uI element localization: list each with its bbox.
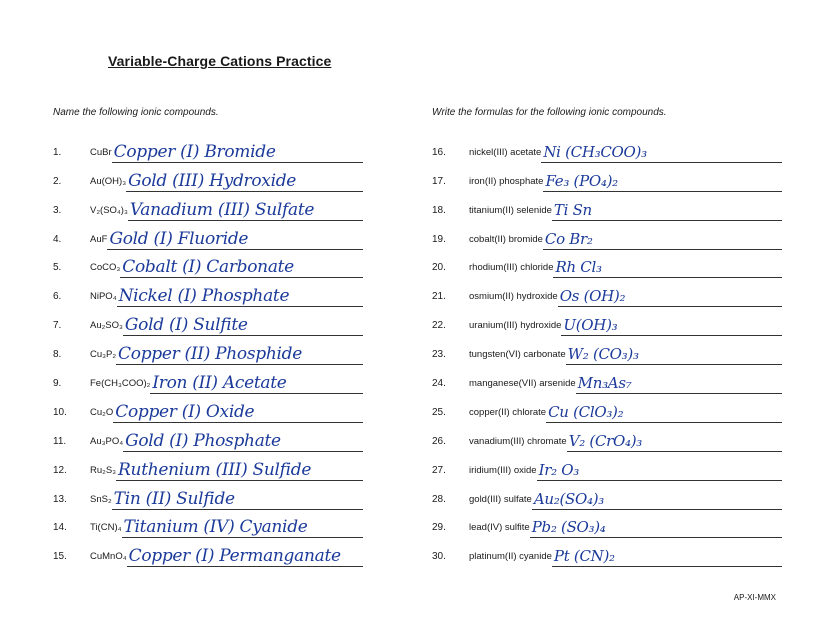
question-prompt: iridium(III) oxide xyxy=(469,464,537,476)
handwritten-answer: Pb₂ (SO₃)₄ xyxy=(531,518,606,537)
handwritten-answer: Gold (I) Fluoride xyxy=(109,228,249,249)
question-row xyxy=(53,365,363,394)
answer-line[interactable] xyxy=(126,167,363,192)
question-prompt: vanadium(III) chromate xyxy=(469,435,567,447)
handwritten-answer: Co Br₂ xyxy=(544,229,593,248)
answer-line[interactable] xyxy=(566,340,782,365)
answer-line[interactable] xyxy=(567,427,782,452)
handwritten-answer: U(OH)₃ xyxy=(563,316,618,335)
question-row xyxy=(432,481,782,510)
question-prompt: Fe(CH₃COO)₂ xyxy=(90,378,151,390)
question-number: 18. xyxy=(432,204,446,216)
question-number: 9. xyxy=(53,378,62,390)
handwritten-answer: Nickel (I) Phosphate xyxy=(118,286,290,307)
question-prompt: nickel(III) acetate xyxy=(469,146,542,158)
question-row xyxy=(432,163,782,192)
question-number: 7. xyxy=(53,320,62,332)
question-prompt: uranium(III) hydroxide xyxy=(469,320,562,332)
question-row xyxy=(432,192,782,221)
handwritten-answer: Au₂(SO₄)₃ xyxy=(533,489,604,508)
question-number: 23. xyxy=(432,349,446,361)
question-number: 15. xyxy=(53,551,67,563)
question-prompt: gold(III) sulfate xyxy=(469,493,532,505)
question-prompt: iron(II) phosphate xyxy=(469,175,544,187)
question-number: 20. xyxy=(432,262,446,274)
naming-question-list xyxy=(53,134,363,567)
question-prompt: platinum(II) cyanide xyxy=(469,551,552,563)
question-prompt: CoCO₃ xyxy=(90,262,121,274)
answer-line[interactable] xyxy=(113,398,363,423)
answer-line[interactable] xyxy=(558,282,782,307)
question-prompt: Au₃PO₄ xyxy=(90,435,124,447)
answer-line[interactable] xyxy=(553,253,782,278)
question-number: 26. xyxy=(432,435,446,447)
question-prompt: SnS₂ xyxy=(90,493,112,505)
question-prompt: Au(OH)₃ xyxy=(90,175,127,187)
answer-line[interactable] xyxy=(123,427,363,452)
question-number: 10. xyxy=(53,406,67,418)
handwritten-answer: Ir₂ O₃ xyxy=(538,460,579,479)
question-number: 1. xyxy=(53,146,62,158)
question-number: 5. xyxy=(53,262,62,274)
handwritten-answer: Vanadium (III) Sulfate xyxy=(129,199,315,220)
question-row xyxy=(432,538,782,567)
question-row xyxy=(432,510,782,539)
answer-line[interactable] xyxy=(543,225,782,250)
question-number: 13. xyxy=(53,493,67,505)
question-number: 28. xyxy=(432,493,446,505)
question-prompt: CuMnO₄ xyxy=(90,551,127,563)
question-prompt: Ru₂S₃ xyxy=(90,464,117,476)
answer-line[interactable] xyxy=(552,542,782,567)
answer-line[interactable] xyxy=(122,513,364,538)
worksheet-title: Variable-Charge Cations Practice xyxy=(108,53,332,69)
left-instructions: Name the following ionic compounds. xyxy=(53,107,219,118)
question-prompt: Cu₃P₂ xyxy=(90,349,117,361)
handwritten-answer: Pt (CN)₂ xyxy=(553,547,615,566)
answer-line[interactable] xyxy=(561,311,782,336)
question-row xyxy=(53,192,363,221)
question-number: 6. xyxy=(53,291,62,303)
answer-line[interactable] xyxy=(116,340,363,365)
question-row xyxy=(53,538,363,567)
question-row xyxy=(432,365,782,394)
answer-line[interactable] xyxy=(127,542,363,567)
answer-line[interactable] xyxy=(123,311,363,336)
question-number: 3. xyxy=(53,204,62,216)
question-row xyxy=(53,134,363,163)
question-prompt: V₂(SO₄)₃ xyxy=(90,204,128,216)
question-number: 19. xyxy=(432,233,446,245)
answer-line[interactable] xyxy=(530,513,782,538)
question-prompt: NiPO₄ xyxy=(90,291,117,303)
question-prompt: titanium(II) selenide xyxy=(469,204,552,216)
question-row xyxy=(432,423,782,452)
answer-line[interactable] xyxy=(546,398,782,423)
handwritten-answer: Titanium (IV) Cyanide xyxy=(123,517,308,538)
worksheet-code: AP-XI-MMX xyxy=(733,593,776,602)
answer-line[interactable] xyxy=(112,485,363,510)
handwritten-answer: Iron (II) Acetate xyxy=(152,373,287,394)
handwritten-answer: Ti Sn xyxy=(553,200,592,219)
question-number: 30. xyxy=(432,551,446,563)
question-number: 2. xyxy=(53,175,62,187)
question-prompt: CuBr xyxy=(90,146,112,158)
question-row xyxy=(432,336,782,365)
handwritten-answer: Copper (II) Phosphide xyxy=(118,344,303,365)
question-row xyxy=(432,452,782,481)
question-row xyxy=(53,278,363,307)
question-row xyxy=(432,250,782,279)
answer-line[interactable] xyxy=(112,138,363,163)
handwritten-answer: Rh Cl₃ xyxy=(555,258,602,277)
handwritten-answer: Gold (III) Hydroxide xyxy=(128,170,297,191)
handwritten-answer: V₂ (CrO₄)₃ xyxy=(568,431,642,450)
handwritten-answer: Gold (I) Phosphate xyxy=(125,430,281,451)
question-prompt: Ti(CN)₄ xyxy=(90,522,122,534)
question-row xyxy=(53,481,363,510)
question-prompt: tungsten(VI) carbonate xyxy=(469,349,566,361)
answer-line[interactable] xyxy=(107,225,363,250)
question-number: 16. xyxy=(432,146,446,158)
question-row xyxy=(432,134,782,163)
question-prompt: rhodium(III) chloride xyxy=(469,262,554,274)
question-number: 25. xyxy=(432,406,446,418)
answer-line[interactable] xyxy=(552,196,782,221)
handwritten-answer: Tin (II) Sulfide xyxy=(113,488,235,509)
handwritten-answer: Copper (I) Oxide xyxy=(115,401,255,422)
question-prompt: copper(II) chlorate xyxy=(469,406,547,418)
answer-line[interactable] xyxy=(150,369,363,394)
question-row xyxy=(53,163,363,192)
handwritten-answer: Fe₃ (PO₄)₂ xyxy=(545,171,618,190)
handwritten-answer: Cu (ClO₃)₂ xyxy=(548,402,624,421)
handwritten-answer: Copper (I) Permanganate xyxy=(128,546,341,567)
answer-line[interactable] xyxy=(541,138,782,163)
answer-line[interactable] xyxy=(532,485,782,510)
question-row xyxy=(53,336,363,365)
question-row xyxy=(53,221,363,250)
question-row xyxy=(53,510,363,539)
handwritten-answer: Copper (I) Bromide xyxy=(113,141,276,162)
question-number: 24. xyxy=(432,378,446,390)
answer-line[interactable] xyxy=(120,253,363,278)
answer-line[interactable] xyxy=(128,196,363,221)
answer-line[interactable] xyxy=(543,167,782,192)
question-row xyxy=(432,307,782,336)
answer-line[interactable] xyxy=(117,282,363,307)
question-number: 29. xyxy=(432,522,446,534)
handwritten-answer: Ruthenium (III) Sulfide xyxy=(118,459,312,480)
formula-question-list xyxy=(432,134,782,567)
question-number: 21. xyxy=(432,291,446,303)
question-row xyxy=(53,307,363,336)
question-number: 22. xyxy=(432,320,446,332)
handwritten-answer: Gold (I) Sulfite xyxy=(124,315,248,336)
question-prompt: lead(IV) sulfite xyxy=(469,522,530,534)
question-number: 12. xyxy=(53,464,67,476)
question-prompt: Au₂SO₃ xyxy=(90,320,123,332)
handwritten-answer: W₂ (CO₃)₃ xyxy=(567,345,639,364)
handwritten-answer: Ni (CH₃COO)₃ xyxy=(543,142,647,161)
question-number: 14. xyxy=(53,522,67,534)
question-row xyxy=(53,394,363,423)
handwritten-answer: Mn₃As₇ xyxy=(577,374,632,393)
right-instructions: Write the formulas for the following ionic compounds. xyxy=(432,107,667,118)
question-number: 11. xyxy=(53,435,67,447)
question-number: 17. xyxy=(432,175,446,187)
question-number: 4. xyxy=(53,233,62,245)
question-prompt: cobalt(II) bromide xyxy=(469,233,543,245)
answer-line[interactable] xyxy=(576,369,782,394)
question-row xyxy=(432,394,782,423)
question-prompt: AuF xyxy=(90,233,108,245)
question-prompt: manganese(VII) arsenide xyxy=(469,378,576,390)
handwritten-answer: Os (OH)₂ xyxy=(559,287,626,306)
answer-line[interactable] xyxy=(537,456,782,481)
question-row xyxy=(432,221,782,250)
handwritten-answer: Cobalt (I) Carbonate xyxy=(122,257,294,278)
question-row xyxy=(53,250,363,279)
question-number: 27. xyxy=(432,464,446,476)
question-row xyxy=(53,452,363,481)
question-prompt: Cu₂O xyxy=(90,406,114,418)
question-row xyxy=(53,423,363,452)
question-row xyxy=(432,278,782,307)
question-number: 8. xyxy=(53,349,62,361)
question-prompt: osmium(II) hydroxide xyxy=(469,291,558,303)
answer-line[interactable] xyxy=(116,456,363,481)
